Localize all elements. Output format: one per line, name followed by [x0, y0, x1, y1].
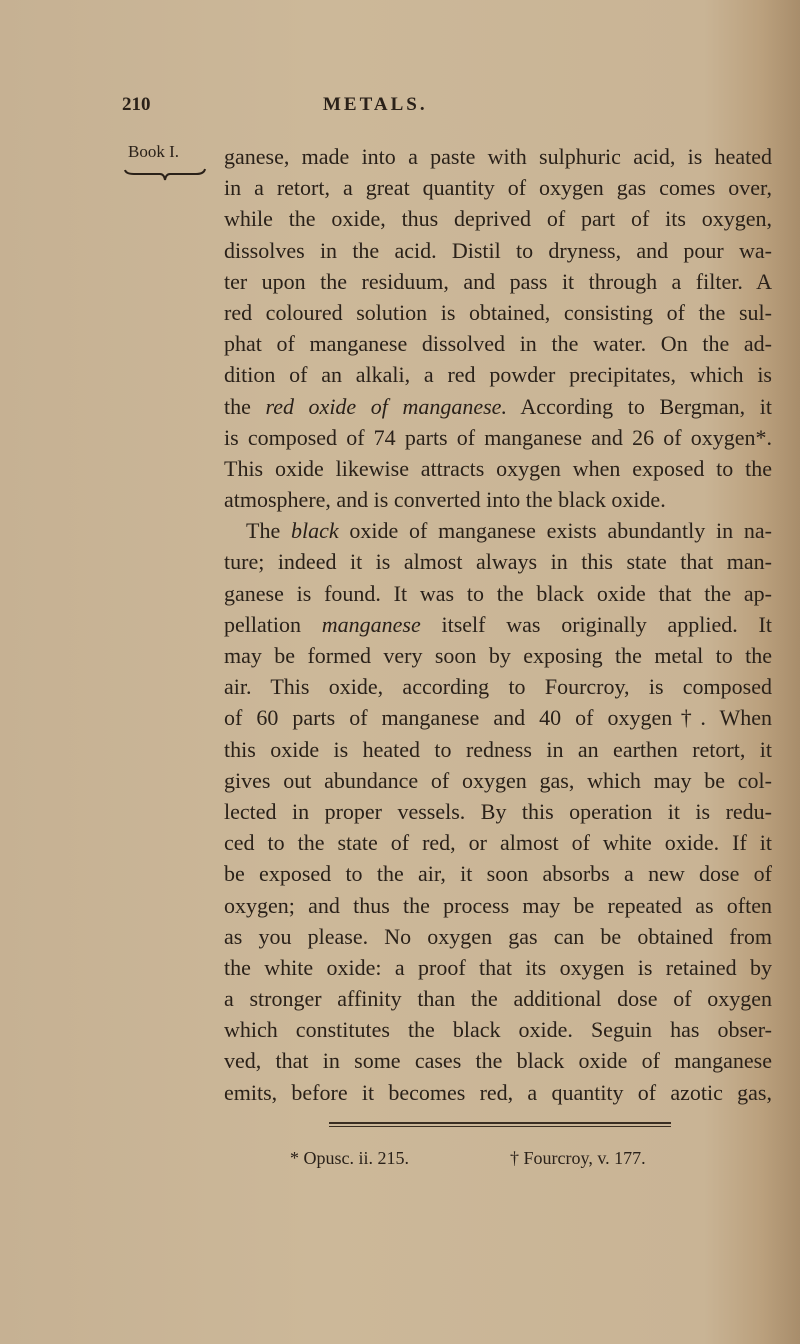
text-line — [224, 172, 772, 203]
text-line — [224, 1045, 772, 1076]
text-line — [224, 297, 772, 328]
text-segment: ganese is found. It was to the black oxide that the ap- — [224, 580, 772, 606]
text-segment: The — [246, 518, 291, 544]
text-segment: ved, that in some cases the black oxide of manganese — [224, 1048, 772, 1074]
page-number: 210 — [122, 94, 151, 115]
running-header — [118, 94, 778, 124]
text-line — [224, 391, 772, 422]
text-line — [224, 640, 772, 671]
text-line — [224, 734, 772, 765]
text-segment: gives out abundance of oxygen gas, which may be col- — [224, 767, 772, 793]
text-line — [224, 546, 772, 577]
text-segment: pellation — [224, 611, 322, 637]
text-line — [224, 359, 772, 390]
text-segment: while the oxide, thus deprived of part of its oxygen, — [224, 206, 772, 232]
text-line — [224, 422, 772, 453]
text-segment: itself was originally applied. It — [420, 611, 772, 637]
text-line — [224, 765, 772, 796]
text-line — [224, 515, 772, 546]
text-line — [224, 952, 772, 983]
text-line — [224, 796, 772, 827]
text-line — [224, 983, 772, 1014]
running-title: METALS. — [323, 94, 428, 115]
text-line — [224, 1014, 772, 1045]
text-line — [224, 328, 772, 359]
text-line — [224, 671, 772, 702]
text-segment: is composed of 74 parts of manganese and 26 of oxygen*. — [224, 424, 772, 450]
text-segment: ture; indeed it is almost always in this state that man- — [224, 549, 772, 575]
text-line — [224, 609, 772, 640]
text-segment: ganese, made into a paste with sulphuric acid, is heated — [224, 144, 772, 169]
text-segment: may be formed very soon by exposing the metal to the — [224, 643, 772, 668]
text-line — [224, 203, 772, 234]
text-segment: air. This oxide, according to Fourcroy, is composed — [224, 674, 772, 700]
text-segment: red coloured solution is obtained, consisting of the sul- — [224, 299, 772, 325]
text-segment: which constitutes the black oxide. Seguin has obser- — [224, 1017, 772, 1043]
text-line — [224, 266, 772, 297]
text-segment: lected in proper vessels. By this operation it is redu- — [224, 798, 772, 824]
text-segment: this oxide is heated to redness in an earthen retort, it — [224, 736, 772, 762]
text-segment: ced to the state of red, or almost of white oxide. If it — [224, 830, 772, 856]
body-text — [224, 141, 772, 1108]
text-segment: dissolves in the acid. Distil to dryness, and pour wa- — [224, 237, 772, 263]
italic-phrase: red oxide of manganese. — [265, 393, 507, 419]
text-segment: dition of an alkali, a red powder precipitates, which is — [224, 362, 772, 388]
text-segment: as you please. No oxygen gas can be obtained from — [224, 923, 772, 949]
text-segment: atmosphere, and is converted into the black oxide. — [224, 487, 666, 513]
text-segment: According to Bergman, it — [506, 393, 772, 419]
text-segment: ter upon the residuum, and pass it through a filter. A — [224, 268, 772, 294]
text-line — [224, 141, 772, 172]
text-line — [224, 453, 772, 484]
text-line — [224, 858, 772, 889]
text-segment: be exposed to the air, it soon absorbs a new dose of — [224, 861, 772, 887]
brace-ornament — [124, 168, 206, 182]
text-line — [224, 702, 772, 733]
text-segment: emits, before it becomes red, a quantity of azotic gas, — [224, 1079, 772, 1105]
text-segment: This oxide likewise attracts oxygen when exposed to the — [224, 455, 772, 481]
text-segment: phat of manganese dissolved in the water. On the ad- — [224, 331, 772, 357]
footnote-1: * Opusc. ii. 215. — [290, 1148, 409, 1168]
text-line — [224, 827, 772, 858]
text-segment: in a retort, a great quantity of oxygen gas comes over, — [224, 175, 772, 201]
footnote-2: † Fourcroy, v. 177. — [510, 1148, 646, 1168]
text-line — [224, 235, 772, 266]
italic-phrase: black — [290, 518, 339, 544]
italic-phrase: manganese — [321, 611, 421, 637]
text-line — [224, 890, 772, 921]
text-segment: a stronger affinity than the additional dose of oxygen — [224, 986, 772, 1012]
text-line — [224, 484, 772, 515]
footnote-rule — [329, 1122, 671, 1127]
text-line — [224, 1077, 772, 1108]
text-segment: the — [224, 393, 266, 419]
margin-note: Book I. — [128, 142, 179, 161]
text-segment: oxygen; and thus the process may be repeated as often — [224, 892, 772, 918]
text-line — [224, 578, 772, 609]
text-segment: oxide of manganese exists abundantly in na- — [338, 518, 772, 544]
text-segment: the white oxide: a proof that its oxygen is retained by — [224, 954, 772, 980]
text-segment: of 60 parts of manganese and 40 of oxygen†. When — [224, 705, 772, 731]
text-line — [224, 921, 772, 952]
